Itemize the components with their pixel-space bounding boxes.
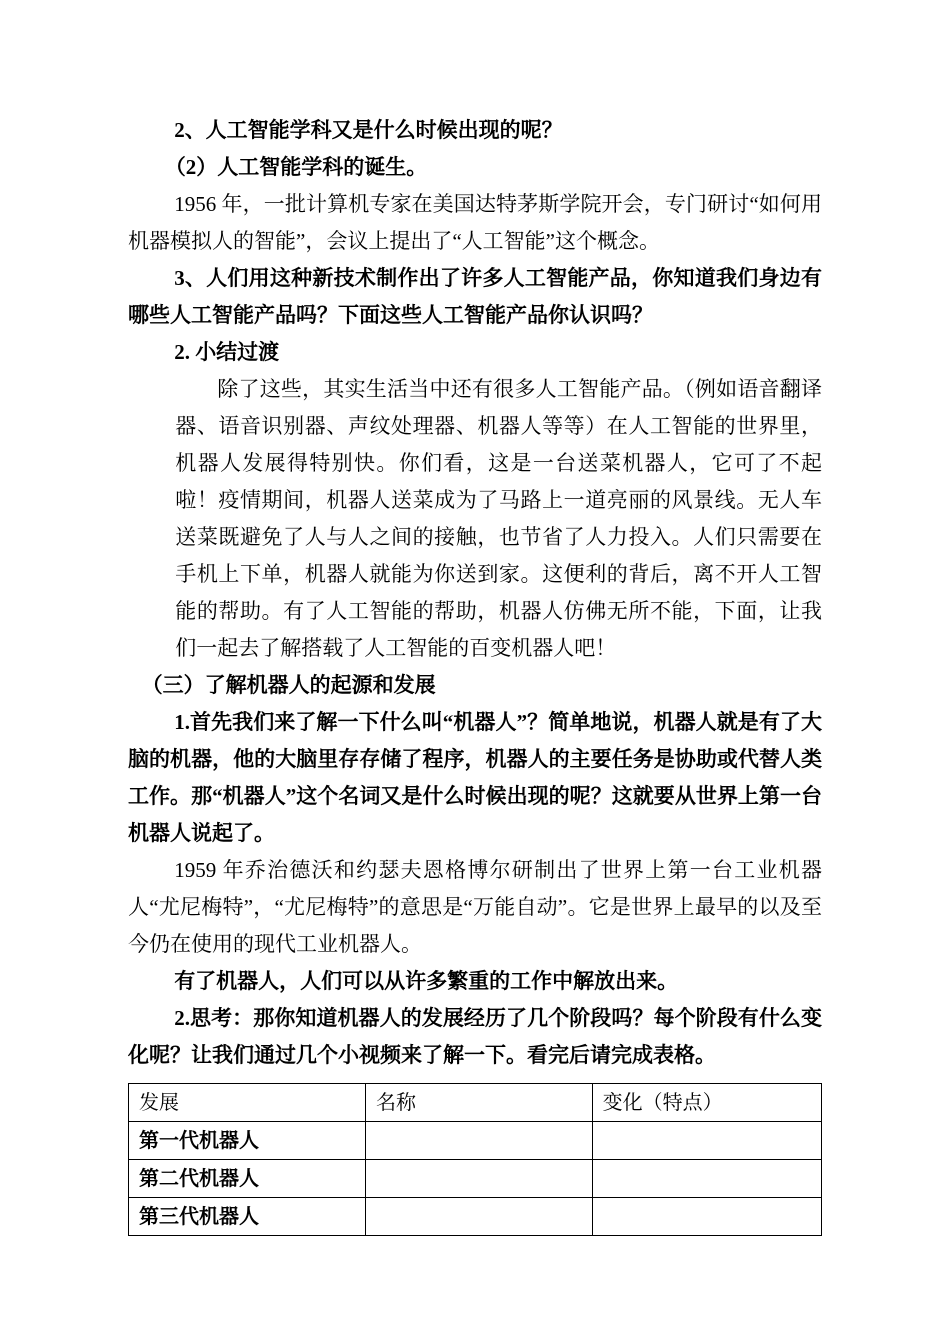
heading-summary-transition: 2. 小结过渡 — [174, 340, 280, 364]
table-cell-name-2 — [366, 1160, 593, 1198]
table-cell-change-3 — [592, 1198, 821, 1236]
table-header-row — [129, 1084, 822, 1122]
heading-robot-origin-section: （三）了解机器人的起源和发展 — [141, 673, 436, 697]
table-header-name: 名称 — [366, 1084, 593, 1122]
table-cell-generation-1: 第一代机器人 — [129, 1122, 366, 1160]
table-cell-name-3 — [366, 1198, 593, 1236]
paragraph-1956-dartmouth: 1956 年，一批计算机专家在美国达特茅斯学院开会，专门研讨“如何用机器模拟人的智能”，会议上提出了“人工智能”这个概念。 — [128, 192, 822, 253]
paragraph-robots-free-labor: 有了机器人，人们可以从许多繁重的工作中解放出来。 — [174, 969, 679, 993]
table-header-development: 发展 — [129, 1084, 366, 1122]
table-cell-generation-2: 第二代机器人 — [129, 1160, 366, 1198]
table-cell-change-2 — [592, 1160, 821, 1198]
heading-ai-products-question: 3、人们用这种新技术制作出了许多人工智能产品，你知道我们身边有哪些人工智能产品吗？下面这些人工智能产品你认识吗？ — [128, 266, 822, 327]
table-cell-change-1 — [592, 1122, 821, 1160]
table-header-change: 变化（特点） — [592, 1084, 821, 1122]
paragraph-1959-unimate: 1959 年乔治德沃和约瑟夫恩格博尔研制出了世界上第一台工业机器人“尤尼梅特”，“尤尼梅特”的意思是“万能自动”。它是世界上最早的以及至今仍在使用的现代工业机器人。 — [128, 858, 822, 956]
table-row — [129, 1160, 822, 1198]
table-cell-generation-3: 第三代机器人 — [129, 1198, 366, 1236]
paragraph-what-is-robot: 1.首先我们来了解一下什么叫“机器人”？简单地说，机器人就是有了大脑的机器，他的大脑里存存储了程序，机器人的主要任务是协助或代替人类工作。那“机器人”这个名词又是什么时候出现的呢？这就要从世界上第一台机器人说起了。 — [128, 710, 822, 845]
paragraph-ai-products-examples: 除了这些，其实生活当中还有很多人工智能产品。（例如语音翻译器、语音识别器、声纹处理器、机器人等等）在人工智能的世界里，机器人发展得特别快。你们看，这是一台送菜机器人，它可了不起啦！疫情期间，机器人送菜成为了马路上一道亮丽的风景线。无人车送菜既避免了人与人之间的接触，也节省了人力投入。人们只需要在手机上下单，机器人就能为你送到家。这便利的背后，离不开人工智能的帮助。有了人工智能的帮助，机器人仿佛无所不能，下面，让我们一起去了解搭载了人工智能的百变机器人吧！ — [175, 377, 822, 660]
heading-ai-discipline-question: 2、人工智能学科又是什么时候出现的呢？ — [174, 118, 563, 142]
table-cell-name-1 — [366, 1122, 593, 1160]
paragraph-think-stages: 2.思考：那你知道机器人的发展经历了几个阶段吗？每个阶段有什么变化呢？让我们通过几个小视频来了解一下。看完后请完成表格。 — [128, 1006, 822, 1067]
heading-ai-discipline-birth: （2）人工智能学科的诞生。 — [164, 155, 428, 179]
table-row — [129, 1198, 822, 1236]
table-row — [129, 1122, 822, 1160]
robot-development-table — [128, 1083, 822, 1236]
